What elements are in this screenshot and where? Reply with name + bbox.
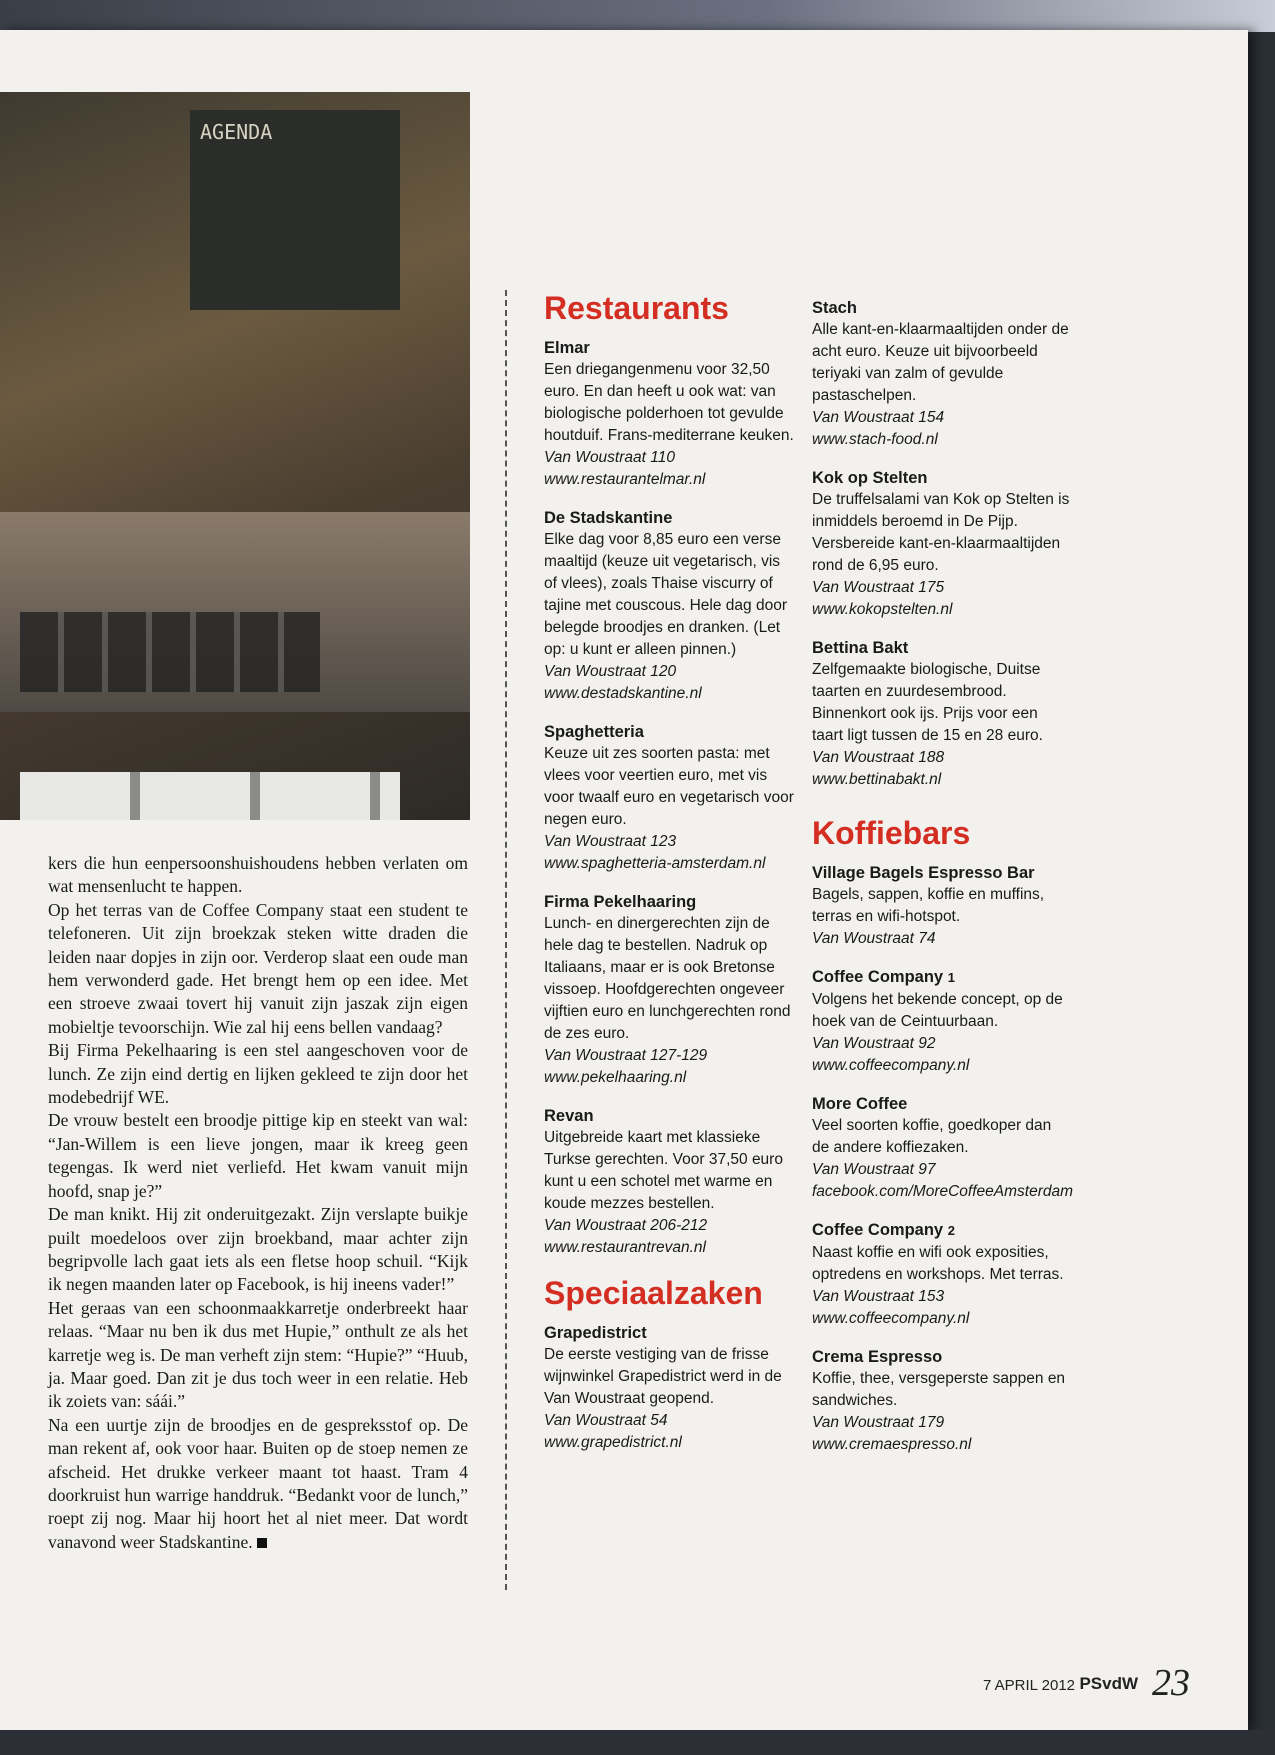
listing-entry xyxy=(544,891,794,1089)
listing-name-text: Elmar xyxy=(544,339,590,357)
listing-url[interactable]: www.kokopstelten.nl xyxy=(812,601,953,618)
article-body xyxy=(48,852,468,1554)
magazine-name: PSvdW xyxy=(1079,1674,1138,1693)
listing-url[interactable]: www.cremaespresso.nl xyxy=(812,1436,972,1453)
listing-entry xyxy=(812,862,1072,950)
listing-address: Van Woustraat 74 xyxy=(812,930,936,947)
listing-address: Van Woustraat 154 xyxy=(812,409,945,426)
listing-address: Van Woustraat 188 xyxy=(812,749,945,766)
listing-name-text: De Stadskantine xyxy=(544,509,673,527)
listing-description: Uitgebreide kaart met klassieke Turkse gerechten. Voor 37,50 euro kunt u een schotel met warme en koude mezzes bestellen. xyxy=(544,1129,783,1212)
listing-description: Koffie, thee, versgeperste sappen en sandwiches. xyxy=(812,1370,1066,1409)
listing-name-text: Village Bagels Espresso Bar xyxy=(812,864,1035,882)
body-paragraph: Het geraas van een schoonmaakkarretje onderbreekt haar relaas. “Maar nu ben ik dus met Hupie,” onthult ze als het karretje weg is. De man verheft zijn stem: “Hupie?” “Huub, ja. Maar goed. Dan zit je dus toch weer in een relatie. Heb ik zoiets van: sáái.” xyxy=(48,1297,468,1412)
listing-description: Keuze uit zes soorten pasta: met vlees voor veertien euro, met vis voor twaalf euro en vegetarisch voor negen euro. xyxy=(544,745,794,828)
listing-name xyxy=(544,507,794,529)
newspapers xyxy=(20,772,400,820)
listing-name xyxy=(812,1346,1072,1368)
restaurant-list-right xyxy=(812,297,1072,791)
listing-name-text: Coffee Company xyxy=(812,968,944,986)
scan-bottom-edge xyxy=(0,1730,1275,1755)
listing-address: Van Woustraat 123 xyxy=(544,833,677,850)
listing-description: De truffelsalami van Kok op Stelten is inmiddels beroemd in De Pijp. Versbereide kant-en-klaarmaaltijden rond de 6,95 euro. xyxy=(812,491,1070,574)
listing-name-text: Grapedistrict xyxy=(544,1324,647,1342)
section-title-koffiebars: Koffiebars xyxy=(812,815,971,851)
listing-address: Van Woustraat 179 xyxy=(812,1414,945,1431)
listing-name-text: Revan xyxy=(544,1107,594,1125)
listing-url[interactable]: www.destadskantine.nl xyxy=(544,685,702,702)
listing-name-text: Coffee Company xyxy=(812,1221,944,1239)
listing-name xyxy=(812,1093,1072,1115)
listing-entry xyxy=(544,507,794,705)
listing-number: 1 xyxy=(947,970,955,985)
listing-number: 2 xyxy=(947,1223,955,1238)
listing-name xyxy=(544,721,794,743)
listing-description: Een driegangenmenu voor 32,50 euro. En dan heeft u ook wat: van biologische polderhoen tot gevulde houtduif. Frans-mediterrane keuken. xyxy=(544,361,794,444)
listing-entry xyxy=(812,1093,1072,1203)
listing-url[interactable]: www.spaghetteria-amsterdam.nl xyxy=(544,855,766,872)
listing-name xyxy=(812,1219,1072,1242)
listing-description: Bagels, sappen, koffie en muffins, terras en wifi-hotspot. xyxy=(812,886,1045,925)
chalkboard xyxy=(190,110,400,310)
listing-description: Volgens het bekende concept, op de hoek van de Ceintuurbaan. xyxy=(812,991,1063,1030)
listing-name xyxy=(812,467,1072,489)
listing-description: De eerste vestiging van de frisse wijnwinkel Grapedistrict werd in de Van Woustraat geopend. xyxy=(544,1346,782,1407)
listing-name xyxy=(544,891,794,913)
listing-address: Van Woustraat 206-212 xyxy=(544,1217,708,1234)
listing-address: Van Woustraat 54 xyxy=(544,1412,668,1429)
listing-name xyxy=(812,862,1072,884)
listing-entry xyxy=(812,637,1072,791)
listing-url[interactable]: www.coffeecompany.nl xyxy=(812,1057,970,1074)
koffiebars-list xyxy=(812,862,1072,1456)
body-paragraph: kers die hun eenpersoonshuishoudens hebben verlaten om wat mensenlucht te happen. xyxy=(48,853,468,897)
section-title-speciaalzaken: Speciaalzaken xyxy=(544,1275,763,1311)
listing-address: Van Woustraat 110 xyxy=(544,449,675,466)
listing-name-text: Stach xyxy=(812,299,857,317)
listing-entry xyxy=(544,721,794,875)
page-number: 23 xyxy=(1152,1662,1190,1704)
listing-entry xyxy=(544,337,794,491)
listing-url[interactable]: www.stach-food.nl xyxy=(812,431,938,448)
listing-description: Alle kant-en-klaarmaaltijden onder de acht euro. Keuze uit bijvoorbeeld teriyaki van zalm of gevulde pastaschelpen. xyxy=(812,321,1069,404)
listing-url[interactable]: facebook.com/MoreCoffeeAmsterdam xyxy=(812,1183,1074,1200)
listing-name xyxy=(544,337,794,359)
listing-entry xyxy=(544,1322,794,1454)
listing-name-text: More Coffee xyxy=(812,1095,908,1113)
listing-name-text: Kok op Stelten xyxy=(812,469,928,487)
restaurant-list xyxy=(544,337,794,1259)
listing-address: Van Woustraat 127-129 xyxy=(544,1047,708,1064)
listing-entry xyxy=(812,467,1072,621)
listing-url[interactable]: www.restaurantrevan.nl xyxy=(544,1239,706,1256)
listing-entry xyxy=(812,966,1072,1077)
body-paragraph: De vrouw bestelt een broodje pittige kip en steekt van wal: “Jan-Willem is een lieve jongen, maar ik kreeg geen tegengas. Ik werd niet verliefd. Het kwam vanuit mijn hoofd, snap je?” xyxy=(48,1110,468,1201)
listing-name-text: Crema Espresso xyxy=(812,1348,943,1366)
listing-description: Zelfgemaakte biologische, Duitse taarten en zuurdesembrood. Binnenkort ook ijs. Prijs voor een taart ligt tussen de 15 en 28 euro. xyxy=(812,661,1043,744)
issue-date: 7 APRIL 2012 xyxy=(982,1677,1075,1694)
listing-name xyxy=(812,966,1072,989)
listing-entry xyxy=(544,1105,794,1259)
column-restaurants-left xyxy=(544,290,794,1470)
body-paragraph: Na een uurtje zijn de broodjes en de gespreksstof op. De man rekent af, ook voor haar. Buiten op de stoep nemen ze afscheid. Het drukke verkeer maant tot haast. Tram 4 doorkruist hun warrige handdruk. “Bedankt voor de lunch,” roept zij nog. Maar hij hoort het al niet meer. Dat wordt vanavond weer Stadskantine. xyxy=(48,1414,468,1552)
listing-address: Van Woustraat 97 xyxy=(812,1161,936,1178)
listing-name-text: Bettina Bakt xyxy=(812,639,909,657)
listing-address: Van Woustraat 153 xyxy=(812,1288,945,1305)
listing-address: Van Woustraat 120 xyxy=(544,663,677,680)
listing-name xyxy=(544,1322,794,1344)
listing-description: Elke dag voor 8,85 euro een verse maaltijd (keuze uit vegetarisch, vis of vlees), zoals Thaise viscurry of tajine met couscous. Hele dag door belegde broodjes en dranken. (Let op: u kunt er alleen pinnen.) xyxy=(544,531,787,658)
listing-address: Van Woustraat 92 xyxy=(812,1035,936,1052)
listing-url[interactable]: www.pekelhaaring.nl xyxy=(544,1069,687,1086)
column-right xyxy=(812,297,1072,1472)
listing-name xyxy=(544,1105,794,1127)
listing-entry xyxy=(812,1219,1072,1330)
listing-address: Van Woustraat 175 xyxy=(812,579,945,596)
body-paragraph: Op het terras van de Coffee Company staat een student te telefoneren. Uit zijn broekzak steken witte draden die leiden naar dopjes in zijn oor. Verderop slaat een oude man hem verwonderd gade. Het brengt hem op een idee. Met een stroeve zwaai tovert hij vanuit zijn jaszak zijn eigen mobieltje tevoorschijn. Wie zal hij eens bellen vandaag? xyxy=(48,899,468,1037)
listing-url[interactable]: www.restaurantelmar.nl xyxy=(544,471,706,488)
listing-url[interactable]: www.grapedistrict.nl xyxy=(544,1434,682,1451)
listing-name-text: Spaghetteria xyxy=(544,723,644,741)
chalkboard-heading: AGENDA xyxy=(200,120,273,144)
scan-top-edge xyxy=(0,0,1275,32)
listing-description: Lunch- en dinergerechten zijn de hele dag te bestellen. Nadruk op Italiaans, maar er is ook Bretonse vissoep. Hoofdgerechten ongeveer vijftien euro en lunchgerechten rond de zes euro. xyxy=(544,915,791,1042)
section-title-restaurants: Restaurants xyxy=(544,290,729,326)
body-paragraph: De man knikt. Hij zit onderuitgezakt. Zijn verslapte buikje puilt moedeloos over zijn broekband, maar achter zijn begripvolle lach gaat iets als een fletse hoop schuil. “Kijk ik negen maanden later op Facebook, is hij ineens vader!” xyxy=(48,1204,468,1295)
column-divider xyxy=(505,290,507,1590)
listing-url[interactable]: www.bettinabakt.nl xyxy=(812,771,942,788)
deli-photo xyxy=(0,92,470,820)
listing-name xyxy=(812,637,1072,659)
speciaalzaken-list xyxy=(544,1322,794,1454)
listing-name xyxy=(812,297,1072,319)
listing-description: Naast koffie en wifi ook exposities, optredens en workshops. Met terras. xyxy=(812,1244,1064,1283)
page-footer xyxy=(960,1662,1190,1705)
body-paragraph: Bij Firma Pekelhaaring is een stel aangeschoven voor de lunch. Ze zijn eind dertig en lijken gekleed te zijn door het modebedrijf WE. xyxy=(48,1040,468,1108)
listing-url[interactable]: www.coffeecompany.nl xyxy=(812,1310,970,1327)
price-tags xyxy=(20,612,320,692)
end-mark xyxy=(257,1538,267,1548)
listing-name-text: Firma Pekelhaaring xyxy=(544,893,697,911)
listing-description: Veel soorten koffie, goedkoper dan de andere koffiezaken. xyxy=(812,1117,1052,1156)
listing-entry xyxy=(812,297,1072,451)
listing-entry xyxy=(812,1346,1072,1456)
